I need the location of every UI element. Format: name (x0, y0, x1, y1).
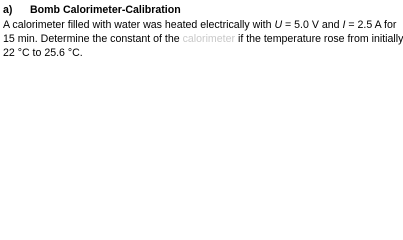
problem-label: a) (3, 4, 13, 16)
line2-text-end: if the temperature rose from initially (235, 33, 403, 45)
line1-text: A calorimeter filled with water was heated electrically with (3, 19, 275, 31)
problem-heading (3, 4, 349, 18)
problem-title: Bomb Calorimeter-Calibration (30, 4, 181, 16)
problem-block (3, 4, 403, 60)
problem-statement (3, 18, 403, 60)
current-value: = 2.5 A for (345, 19, 397, 31)
statement-line-3: 22 °C to 25.6 °C. (3, 47, 83, 59)
voltage-value: = 5.0 V and (282, 19, 343, 31)
line2-text: 15 min. Determine the constant of the (3, 33, 183, 45)
current-variable: I (342, 19, 346, 31)
statement-line-2 (3, 32, 403, 46)
obscured-word: calorimeter (182, 33, 236, 45)
statement-line-1 (3, 18, 397, 32)
voltage-variable: U (274, 19, 283, 31)
